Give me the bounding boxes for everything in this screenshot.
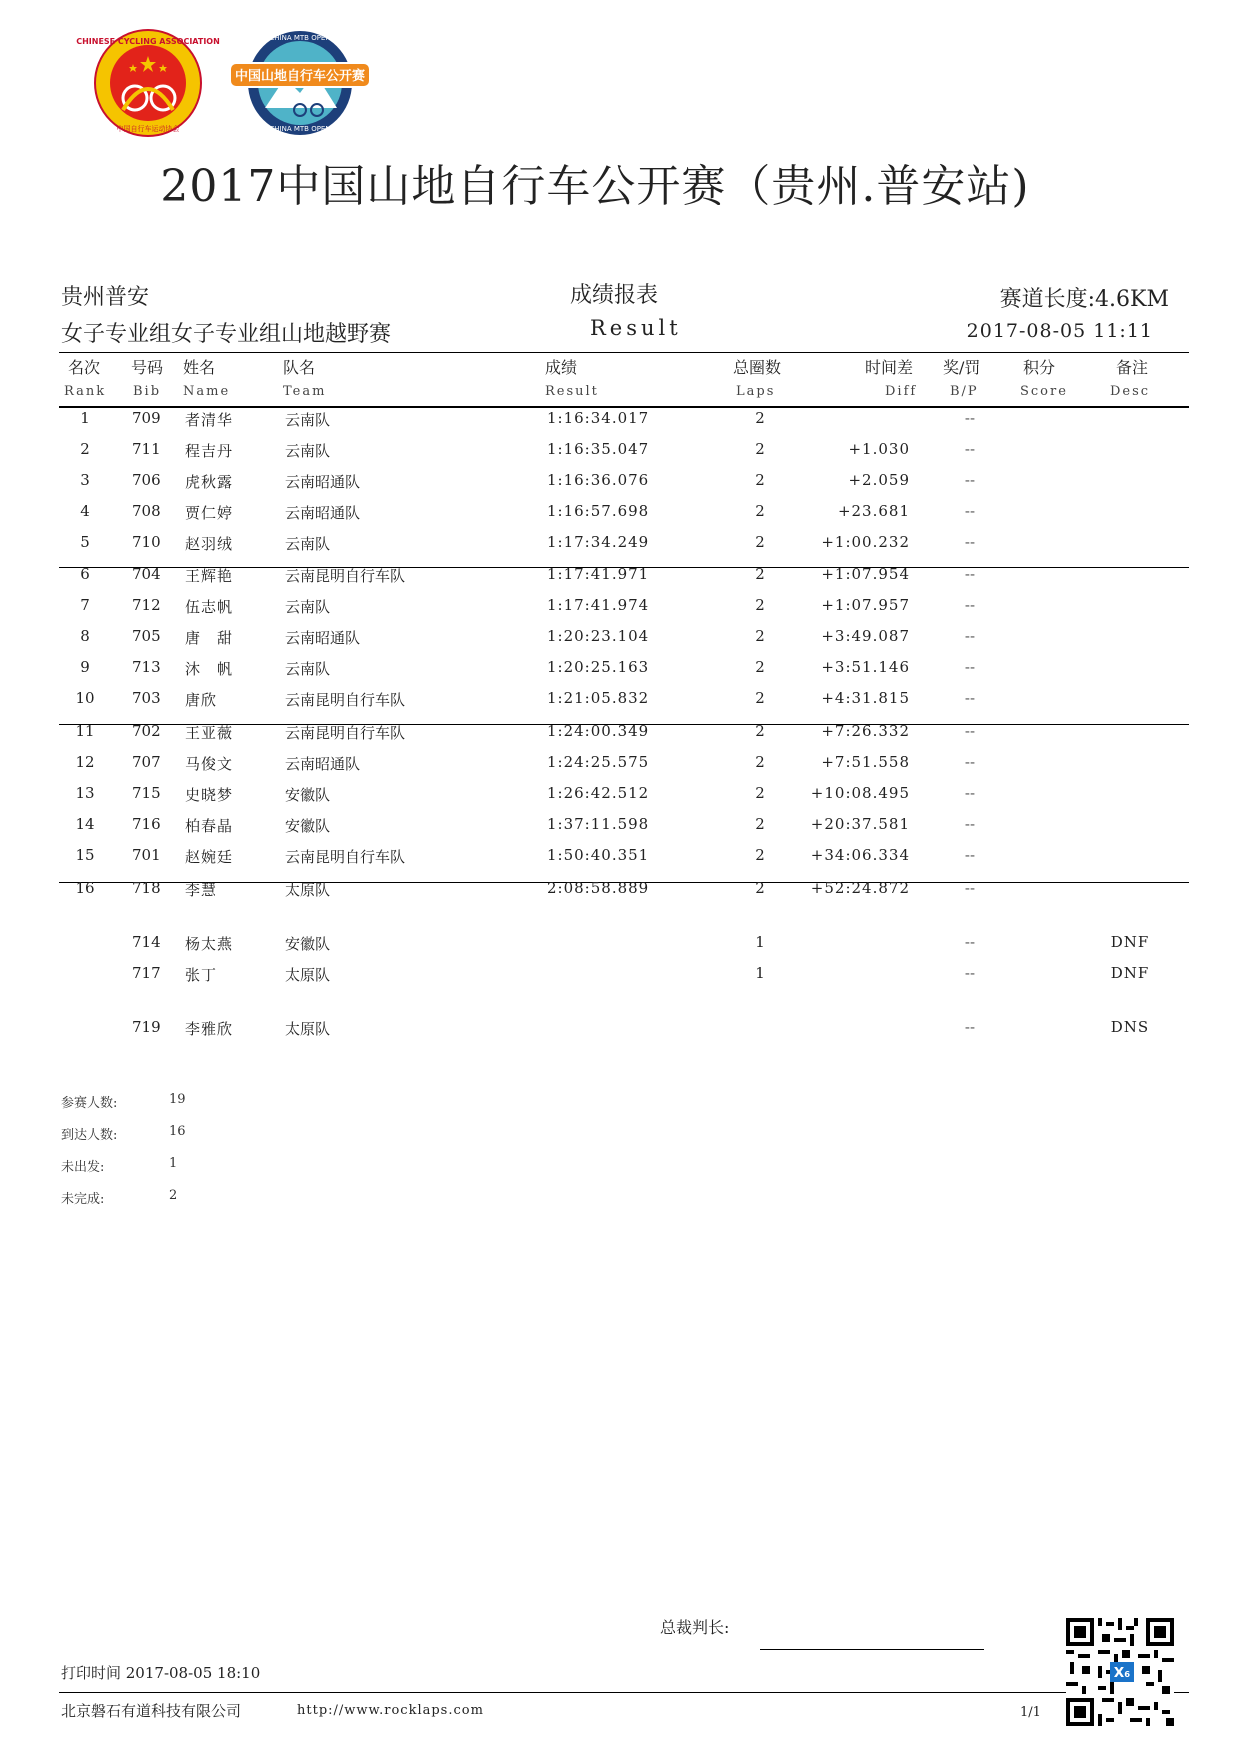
cell-bib: 708 <box>132 502 161 520</box>
cell-rank: 12 <box>75 753 95 771</box>
cell-bp: -- <box>964 1018 976 1036</box>
mtb-logo-top: CHINA MTB OPEN <box>269 34 331 42</box>
stat-label: 参赛人数: <box>61 1096 118 1111</box>
company-name: 北京磐石有道科技有限公司 <box>61 1702 242 1720</box>
cell-desc: DNF <box>1110 964 1150 982</box>
cell-bp: -- <box>964 627 976 645</box>
cell-result: 2:08:58.889 <box>547 879 650 897</box>
cell-rank: 10 <box>75 689 95 707</box>
cell-bib: 701 <box>132 846 161 864</box>
cell-bp: -- <box>964 689 976 707</box>
cell-bp: -- <box>964 596 976 614</box>
cell-team: 云南队 <box>285 442 331 460</box>
stat-label: 未完成: <box>61 1192 105 1207</box>
cell-bp: -- <box>964 565 976 583</box>
cell-diff: +7:51.558 <box>821 753 910 771</box>
cell-result: 1:17:41.974 <box>547 596 650 614</box>
cell-diff: +1:07.957 <box>821 596 910 614</box>
cell-result: 1:50:40.351 <box>547 846 650 864</box>
cell-diff: +3:49.087 <box>821 627 910 645</box>
cell-result: 1:20:25.163 <box>547 658 650 676</box>
cell-bib: 712 <box>132 596 161 614</box>
cell-laps: 2 <box>755 596 765 614</box>
col-bib-cn: 号码 <box>131 358 164 377</box>
company-url[interactable]: http://www.rocklaps.com <box>297 1703 484 1718</box>
cell-result: 1:17:41.971 <box>547 565 650 583</box>
cell-desc: DNS <box>1110 1018 1150 1036</box>
cell-team: 云南队 <box>285 660 331 678</box>
cell-diff: +1:07.954 <box>821 565 910 583</box>
chief-referee-label: 总裁判长: <box>660 1618 730 1637</box>
table-row <box>0 627 1241 651</box>
column-header-en <box>0 384 1241 408</box>
cell-result: 1:16:35.047 <box>547 440 650 458</box>
cell-bp: -- <box>964 471 976 489</box>
cell-bib: 713 <box>132 658 161 676</box>
cell-team: 云南昭通队 <box>285 473 361 491</box>
cca-logo <box>76 28 220 138</box>
col-rank-cn: 名次 <box>68 358 101 377</box>
col-desc-en: Desc <box>1110 384 1151 399</box>
cell-diff: +2.059 <box>848 471 910 489</box>
cell-team: 太原队 <box>285 1020 331 1038</box>
cell-name: 王亚薇 <box>185 724 234 742</box>
cell-name: 唐 甜 <box>185 629 234 647</box>
col-bp-en: B/P <box>950 384 979 399</box>
cell-bp: -- <box>964 815 976 833</box>
table-row <box>0 846 1241 870</box>
cell-rank: 9 <box>80 658 90 676</box>
col-diff-cn: 时间差 <box>865 358 914 377</box>
cell-name: 程吉丹 <box>185 442 234 460</box>
stat-value: 1 <box>169 1156 178 1171</box>
cell-name: 李慧 <box>185 881 218 899</box>
qr-badge: X₆ <box>1113 1665 1131 1682</box>
col-bp-cn: 奖/罚 <box>943 358 981 377</box>
cell-team: 云南队 <box>285 535 331 553</box>
qr-code <box>1066 1618 1174 1726</box>
cell-rank: 1 <box>80 409 90 427</box>
col-result-cn: 成绩 <box>545 358 578 377</box>
cell-diff: +20:37.581 <box>810 815 910 833</box>
cell-team: 云南昭通队 <box>285 755 361 773</box>
table-row <box>0 409 1241 433</box>
cell-rank: 8 <box>80 627 90 645</box>
cell-team: 太原队 <box>285 966 331 984</box>
cell-bib: 702 <box>132 722 161 740</box>
report-datetime: 2017-08-05 11:11 <box>966 320 1153 342</box>
cell-result: 1:37:11.598 <box>547 815 650 833</box>
cell-rank: 2 <box>80 440 90 458</box>
cell-bp: -- <box>964 784 976 802</box>
cell-diff: +7:26.332 <box>821 722 910 740</box>
stat-finishers <box>61 1124 186 1143</box>
col-name-cn: 姓名 <box>183 358 216 377</box>
cell-team: 安徽队 <box>285 935 331 953</box>
cell-laps: 2 <box>755 689 765 707</box>
cell-bp: -- <box>964 879 976 897</box>
stat-value: 19 <box>169 1092 186 1107</box>
cell-bp: -- <box>964 658 976 676</box>
stat-value: 16 <box>169 1124 186 1139</box>
cell-team: 云南队 <box>285 411 331 429</box>
cell-bib: 714 <box>132 933 161 951</box>
cell-rank: 11 <box>75 722 95 740</box>
cell-result: 1:24:25.575 <box>547 753 650 771</box>
cell-bib: 717 <box>132 964 161 982</box>
cell-rank: 15 <box>75 846 95 864</box>
stat-entries <box>61 1092 186 1111</box>
cell-laps: 2 <box>755 565 765 583</box>
report-title-en: Result <box>590 316 682 340</box>
cell-result: 1:16:36.076 <box>547 471 650 489</box>
cell-name: 赵羽绒 <box>185 535 234 553</box>
cell-name: 虎秋露 <box>185 473 234 491</box>
col-score-cn: 积分 <box>1023 358 1056 377</box>
cell-laps: 2 <box>755 533 765 551</box>
cell-team: 太原队 <box>285 881 331 899</box>
cell-laps: 2 <box>755 502 765 520</box>
col-laps-cn: 总圈数 <box>733 358 782 377</box>
footer-rule <box>59 1692 1189 1693</box>
cell-bib: 707 <box>132 753 161 771</box>
china-mtb-open-logo <box>225 28 375 138</box>
cell-bp: -- <box>964 502 976 520</box>
cell-name: 史晓梦 <box>185 786 234 804</box>
cell-name: 张丁 <box>185 966 218 984</box>
cell-bib: 709 <box>132 409 161 427</box>
venue: 贵州普安 <box>61 285 150 310</box>
table-row <box>0 815 1241 839</box>
cell-name: 赵婉廷 <box>185 848 234 866</box>
cell-bib: 710 <box>132 533 161 551</box>
cell-name: 柏春晶 <box>185 817 234 835</box>
cell-result: 1:21:05.832 <box>547 689 650 707</box>
table-row <box>0 879 1241 903</box>
col-team-en: Team <box>283 384 327 399</box>
col-rank-en: Rank <box>64 384 107 399</box>
category: 女子专业组女子专业组山地越野赛 <box>61 322 392 347</box>
header-bottom-rule <box>59 406 1189 408</box>
cell-team: 云南昭通队 <box>285 504 361 522</box>
cell-bp: -- <box>964 846 976 864</box>
cell-rank: 16 <box>75 879 95 897</box>
cell-diff: +1:00.232 <box>821 533 910 551</box>
cell-laps: 2 <box>755 846 765 864</box>
cell-diff: +52:24.872 <box>810 879 910 897</box>
stat-label: 未出发: <box>61 1160 105 1175</box>
col-laps-en: Laps <box>736 384 776 399</box>
cell-diff: +4:31.815 <box>821 689 910 707</box>
cell-team: 云南昆明自行车队 <box>285 567 406 585</box>
table-row <box>0 440 1241 464</box>
cell-bp: -- <box>964 440 976 458</box>
cell-laps: 2 <box>755 440 765 458</box>
table-row <box>0 933 1241 957</box>
table-row <box>0 533 1241 557</box>
table-row <box>0 1018 1241 1042</box>
cell-rank: 5 <box>80 533 90 551</box>
cell-diff: +1.030 <box>848 440 910 458</box>
cell-result: 1:17:34.249 <box>547 533 650 551</box>
cell-laps: 2 <box>755 815 765 833</box>
table-row <box>0 722 1241 746</box>
cell-name: 伍志帆 <box>185 598 234 616</box>
cell-result: 1:26:42.512 <box>547 784 650 802</box>
cell-laps: 2 <box>755 627 765 645</box>
cell-desc: DNF <box>1110 933 1150 951</box>
cell-bp: -- <box>964 533 976 551</box>
table-row <box>0 784 1241 808</box>
cell-diff: +34:06.334 <box>810 846 910 864</box>
table-row <box>0 502 1241 526</box>
cell-name: 杨太燕 <box>185 935 234 953</box>
cell-team: 云南队 <box>285 598 331 616</box>
cell-name: 王辉艳 <box>185 567 234 585</box>
header-top-rule <box>59 352 1189 353</box>
col-team-cn: 队名 <box>283 358 316 377</box>
mtb-logo-bottom: CHINA MTB OPEN <box>269 125 331 133</box>
cell-diff: +10:08.495 <box>810 784 910 802</box>
cell-bp: -- <box>964 964 976 982</box>
cell-laps: 2 <box>755 471 765 489</box>
cell-rank: 6 <box>80 565 90 583</box>
cell-bp: -- <box>964 409 976 427</box>
report-title-cn: 成绩报表 <box>570 283 659 308</box>
table-row <box>0 753 1241 777</box>
cell-laps: 2 <box>755 409 765 427</box>
cell-laps: 1 <box>755 933 765 951</box>
cell-name: 沐 帆 <box>185 660 234 678</box>
page-number: 1/1 <box>1020 1705 1041 1720</box>
col-score-en: Score <box>1020 384 1068 399</box>
col-diff-en: Diff <box>885 384 918 399</box>
cell-rank: 7 <box>80 596 90 614</box>
table-row <box>0 964 1241 988</box>
cell-bp: -- <box>964 722 976 740</box>
column-header-cn <box>0 355 1241 379</box>
cell-bib: 715 <box>132 784 161 802</box>
cell-laps: 1 <box>755 964 765 982</box>
col-name-en: Name <box>183 384 231 399</box>
cell-bib: 705 <box>132 627 161 645</box>
cell-bib: 703 <box>132 689 161 707</box>
cell-rank: 3 <box>80 471 90 489</box>
table-row <box>0 471 1241 495</box>
cell-result: 1:24:00.349 <box>547 722 650 740</box>
mtb-logo-banner: 中国山地自行车公开赛 <box>234 69 366 84</box>
cell-bib: 706 <box>132 471 161 489</box>
cell-rank: 13 <box>75 784 95 802</box>
cell-laps: 2 <box>755 722 765 740</box>
cell-bib: 719 <box>132 1018 161 1036</box>
cell-name: 李雅欣 <box>185 1020 234 1038</box>
cell-bib: 716 <box>132 815 161 833</box>
cca-logo-subtext: 中国自行车运动协会 <box>116 125 180 133</box>
cell-rank: 14 <box>75 815 95 833</box>
cell-bp: -- <box>964 753 976 771</box>
cell-team: 安徽队 <box>285 786 331 804</box>
cell-result: 1:16:34.017 <box>547 409 650 427</box>
cell-laps: 2 <box>755 658 765 676</box>
stat-label: 到达人数: <box>61 1128 118 1143</box>
cell-diff: +23.681 <box>837 502 910 520</box>
cell-team: 云南昭通队 <box>285 629 361 647</box>
cell-bp: -- <box>964 933 976 951</box>
cell-name: 者清华 <box>185 411 234 429</box>
print-time: 打印时间 2017-08-05 18:10 <box>61 1664 261 1682</box>
cell-name: 唐欣 <box>185 691 218 709</box>
table-row <box>0 565 1241 589</box>
stat-value: 2 <box>169 1188 178 1203</box>
col-result-en: Result <box>545 384 599 399</box>
page-title: 2017中国山地自行车公开赛（贵州.普安站) <box>160 161 1030 212</box>
signature-line <box>760 1649 984 1650</box>
table-row <box>0 658 1241 682</box>
cell-bib: 718 <box>132 879 161 897</box>
cell-bib: 704 <box>132 565 161 583</box>
cell-team: 云南昆明自行车队 <box>285 848 406 866</box>
cell-name: 马俊文 <box>185 755 234 773</box>
cell-rank: 4 <box>80 502 90 520</box>
cell-laps: 2 <box>755 753 765 771</box>
col-desc-cn: 备注 <box>1116 358 1149 377</box>
cell-laps: 2 <box>755 879 765 897</box>
stat-dnf <box>61 1188 178 1207</box>
cell-diff: +3:51.146 <box>821 658 910 676</box>
cell-name: 贾仁婷 <box>185 504 234 522</box>
cell-team: 安徽队 <box>285 817 331 835</box>
stat-dns <box>61 1156 178 1175</box>
cell-team: 云南昆明自行车队 <box>285 724 406 742</box>
table-row <box>0 689 1241 713</box>
cell-team: 云南昆明自行车队 <box>285 691 406 709</box>
cell-laps: 2 <box>755 784 765 802</box>
cell-bib: 711 <box>132 440 161 458</box>
cell-result: 1:20:23.104 <box>547 627 650 645</box>
table-row <box>0 596 1241 620</box>
course-length: 赛道长度:4.6KM <box>999 287 1169 312</box>
cca-logo-text: CHINESE CYCLING ASSOCIATION <box>76 37 220 46</box>
cell-result: 1:16:57.698 <box>547 502 650 520</box>
col-bib-en: Bib <box>133 384 162 399</box>
